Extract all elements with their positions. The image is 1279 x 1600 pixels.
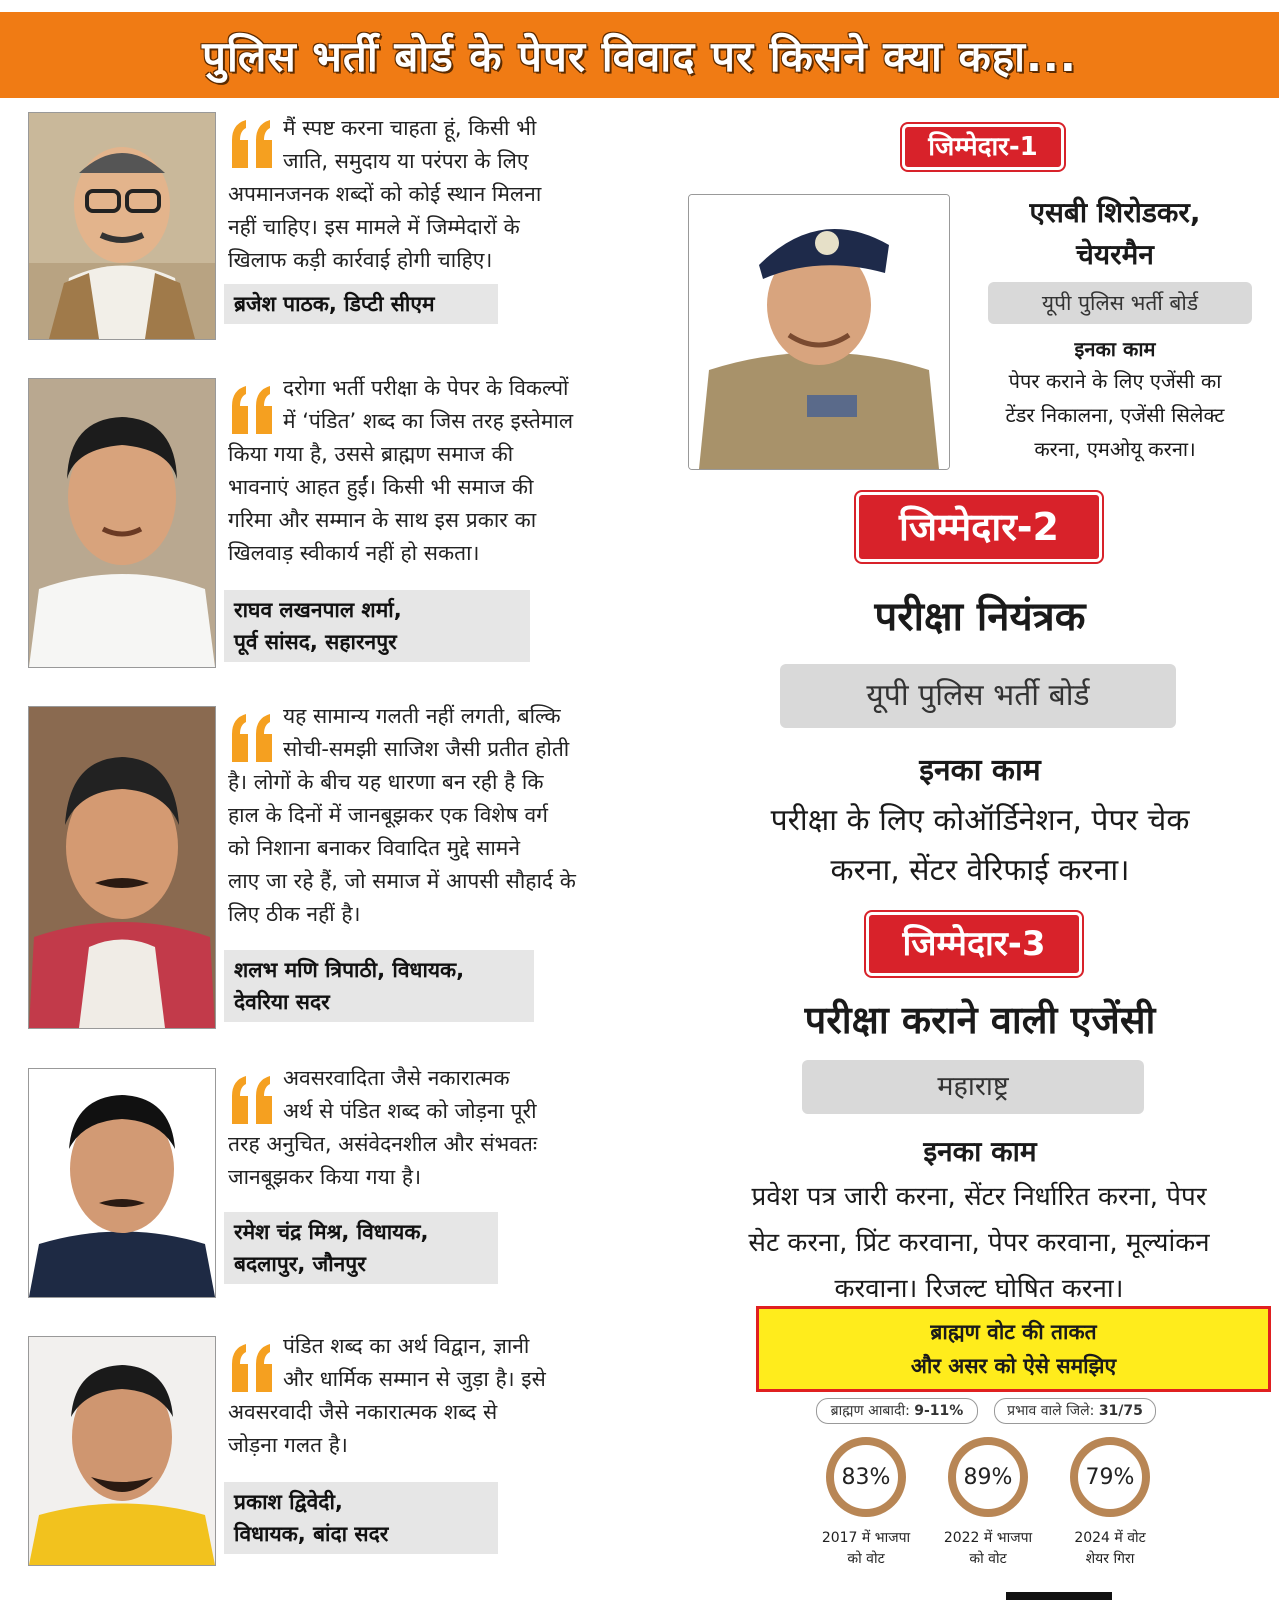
quote-author-3: शलभ मणि त्रिपाठी, विधायक, देवरिया सदर xyxy=(224,950,534,1022)
stat-ring-2024: 79% xyxy=(1070,1437,1150,1517)
responsible-2-work-title: इनका काम xyxy=(919,753,1041,788)
bottom-edge-bar xyxy=(1006,1592,1112,1600)
districts-pill: प्रभाव वाले जिले: 31/75 xyxy=(994,1398,1156,1424)
chairman-photo xyxy=(688,194,950,470)
responsible-badge-2: जिम्मेदार-2 xyxy=(856,492,1102,562)
portrait-photo-4 xyxy=(28,1068,216,1298)
population-pill: ब्राह्मण आबादी: 9-11% xyxy=(816,1398,978,1424)
portrait-photo-3 xyxy=(28,706,216,1029)
responsible-3-org: महाराष्ट्र xyxy=(802,1060,1144,1114)
quote-block-4 xyxy=(28,1068,668,1298)
responsible-2-work: परीक्षा के लिए कोऑर्डिनेशन, पेपर चेक करना, सेंटर वेरिफाई करना। xyxy=(770,803,1190,888)
responsible-badge-1: जिम्मेदार-1 xyxy=(902,124,1064,170)
quote-block-3 xyxy=(28,706,668,1031)
vote-box: ब्राह्मण वोट की ताकत और असर को ऐसे समझिए xyxy=(756,1306,1271,1392)
responsible-2-name: परीक्षा नियंत्रक xyxy=(874,594,1086,640)
responsible-1-name: एसबी शिरोडकर, चेयरमैन xyxy=(1029,196,1201,271)
portrait-photo-2 xyxy=(28,378,216,668)
responsible-1-work: पेपर कराने के लिए एजेंसी का टेंडर निकालना, एजेंसी सिलेक्ट करना, एमओयू करना। xyxy=(1005,369,1225,461)
portrait-photo-5 xyxy=(28,1336,216,1566)
responsible-badge-3: जिम्मेदार-3 xyxy=(866,912,1082,976)
stat-caption-2017: 2017 में भाजपा को वोट xyxy=(821,1530,911,1567)
page-title: पुलिस भर्ती बोर्ड के पेपर विवाद पर किसने क्या कहा... xyxy=(202,31,1077,81)
quote-block-1 xyxy=(28,112,668,342)
quote-text-2: दरोगा भर्ती परीक्षा के पेपर के विकल्पों में ‘पंडित’ शब्द का जिस तरह इस्तेमाल किया गया है, उससे ब्राह्मण समाज की भावनाएं आहत हुईं। किसी भी समाज की गरिमा और सम्मान के साथ इस प्रकार का खिलवाड़ स्वीकार्य नहीं हो सकता। xyxy=(228,376,574,565)
quote-text-4: अवसरवादिता जैसे नकारात्मक अर्थ से पंडित शब्द को जोड़ना पूरी तरह अनुचित, असंवेदनशील और संभवतः जानबूझकर किया गया है। xyxy=(228,1066,538,1189)
quote-text-1: मैं स्पष्ट करना चाहता हूं, किसी भी जाति, समुदाय या परंपरा के लिए अपमानजनक शब्दों को कोई स्थान मिलना नहीं चाहिए। इस मामले में जिम्मेदारों के खिलाफ कड़ी कार्रवाई होगी चाहिए। xyxy=(228,116,542,272)
stat-caption-2024: 2024 में वोट शेयर गिरा xyxy=(1074,1530,1146,1567)
responsible-1-org: यूपी पुलिस भर्ती बोर्ड xyxy=(988,282,1252,324)
responsible-1-work-title: इनका काम xyxy=(1074,337,1156,361)
quote-text-3: यह सामान्य गलती नहीं लगती, बल्कि सोची-समझी साजिश जैसी प्रतीत होती है। लोगों के बीच यह धारणा बन रही है कि हाल के दिनों में जानबूझकर एक विशेष वर्ग को निशाना बनाकर विवादित मुद्दे सामने लाए जा रहे हैं, जो समाज में आपसी सौहार्द के लिए ठीक नहीं है। xyxy=(228,704,576,926)
quote-author-5: प्रकाश द्विवेदी, विधायक, बांदा सदर xyxy=(224,1482,498,1554)
stat-ring-2017: 83% xyxy=(826,1437,906,1517)
quote-block-5 xyxy=(28,1336,668,1568)
stat-caption-2022: 2022 में भाजपा को वोट xyxy=(943,1530,1033,1567)
page-header xyxy=(0,12,1279,98)
quote-author-4: रमेश चंद्र मिश्र, विधायक, बदलापुर, जौनपुर xyxy=(224,1212,498,1284)
quote-author-2: राघव लखनपाल शर्मा, पूर्व सांसद, सहारनपुर xyxy=(224,590,530,662)
quote-block-2 xyxy=(28,378,668,668)
responsible-2-org: यूपी पुलिस भर्ती बोर्ड xyxy=(780,664,1176,728)
responsible-3-work-title: इनका काम xyxy=(923,1135,1037,1168)
responsible-3-work: प्रवेश पत्र जारी करना, सेंटर निर्धारित करना, पेपर सेट करना, प्रिंट करवाना, पेपर करवाना, मूल्यांकन करवाना। रिजल्ट घोषित करना। xyxy=(748,1182,1210,1304)
responsible-3-name: परीक्षा कराने वाली एजेंसी xyxy=(804,998,1156,1042)
quote-author-1: ब्रजेश पाठक, डिप्टी सीएम xyxy=(224,284,498,324)
portrait-photo-1 xyxy=(28,112,216,340)
quote-text-5: पंडित शब्द का अर्थ विद्वान, ज्ञानी और धार्मिक सम्मान से जुड़ा है। इसे अवसरवादी जैसे नकारात्मक शब्द से जोड़ना गलत है। xyxy=(228,1334,546,1457)
stat-ring-2022: 89% xyxy=(948,1437,1028,1517)
